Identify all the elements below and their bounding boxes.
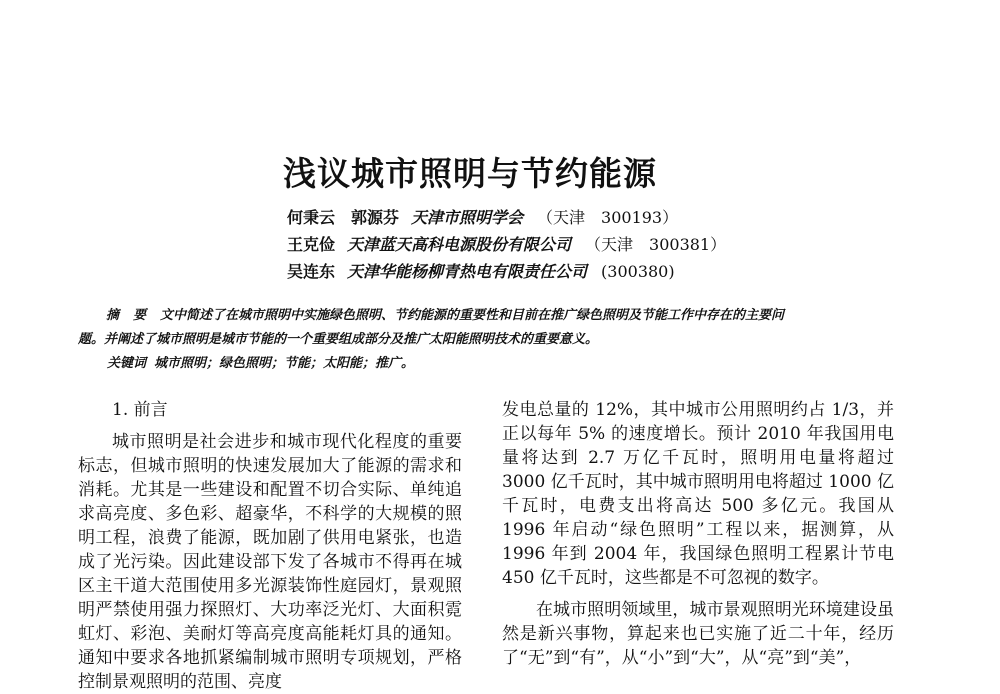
author-line-2 <box>287 232 726 255</box>
author-affiliation: 天津华能杨柳青热电有限责任公司 <box>347 262 588 281</box>
body-paragraph: 在城市照明领域里，城市景观照明光环境建设虽然是新兴事物，算起来也已实施了近二十年，经历了“无”到“有”，从“小”到“大”，从“亮”到“美”， <box>502 600 894 668</box>
author-postcode: （天津 300381） <box>585 235 727 254</box>
author-postcode: （天津 300193） <box>537 208 679 227</box>
author-affiliation: 天津市照明学会 <box>411 208 524 227</box>
keywords-text: 城市照明；绿色照明；节能；太阳能；推广。 <box>154 356 415 371</box>
abstract-text: 文中简述了在城市照明中实施绿色照明、节约能源的重要性和目前在推广绿色照明及节能工作中存在的主要问 <box>160 308 785 323</box>
author-names: 王克俭 <box>287 235 336 254</box>
left-column <box>78 398 462 694</box>
keywords-line <box>107 352 921 376</box>
keywords-label: 关键词 <box>107 356 147 371</box>
body-paragraph: 发电总量的 12%，其中城市公用照明约占 1/3，并正以每年 5% 的速度增长。预计 2010 年我国用电量将达到 2.7 万亿千瓦时，照明用电量将超过 3000 亿千瓦时，其中城市照明用电将超过 1000 亿千瓦时，电费支出将高达 500 多亿元。我国从 1996 年启动“绿色照明”工程以来，据测算，从 1996 年到 2004 年，我国绿色照明工程累计节电 450 亿千瓦时，这些都是不可忽视的数字。 <box>502 400 894 588</box>
section-heading: 1. 前言 <box>112 400 168 420</box>
author-affiliation: 天津蓝天高科电源股份有限公司 <box>347 235 572 254</box>
paper-title: 浅议城市照明与节约能源 <box>283 154 657 193</box>
author-postcode: (300380) <box>601 262 675 281</box>
body-paragraph: 城市照明是社会进步和城市现代化程度的重要标志，但城市照明的快速发展加大了能源的需求和消耗。尤其是一些建设和配置不切合实际、单纯追求高亮度、多色彩、超豪华，不科学的大规模的照明工程，浪费了能源，既加剧了供用电紧张，也造成了光污染。因此建设部下发了各城市不得再在城区主干道大范围使用多光源装饰性庭园灯，景观照明严禁使用强力探照灯、大功率泛光灯、大面积霓虹灯、彩泡、美耐灯等高亮度高能耗灯具的通知。通知中要求各地抓紧编制城市照明专项规划，严格控制景观照明的范围、亮度 <box>78 432 462 692</box>
author-line-1 <box>287 205 678 228</box>
author-names: 吴连东 <box>287 262 336 281</box>
abstract-line-1 <box>78 304 892 328</box>
abstract-line-2: 题。并阐述了城市照明是城市节能的一个重要组成部分及推广太阳能照明技术的重要意义。 <box>78 332 599 347</box>
right-column <box>502 398 894 670</box>
author-line-3 <box>287 259 675 282</box>
abstract-label: 摘要 <box>106 308 161 323</box>
author-names: 何秉云 郭源芬 <box>287 208 400 227</box>
